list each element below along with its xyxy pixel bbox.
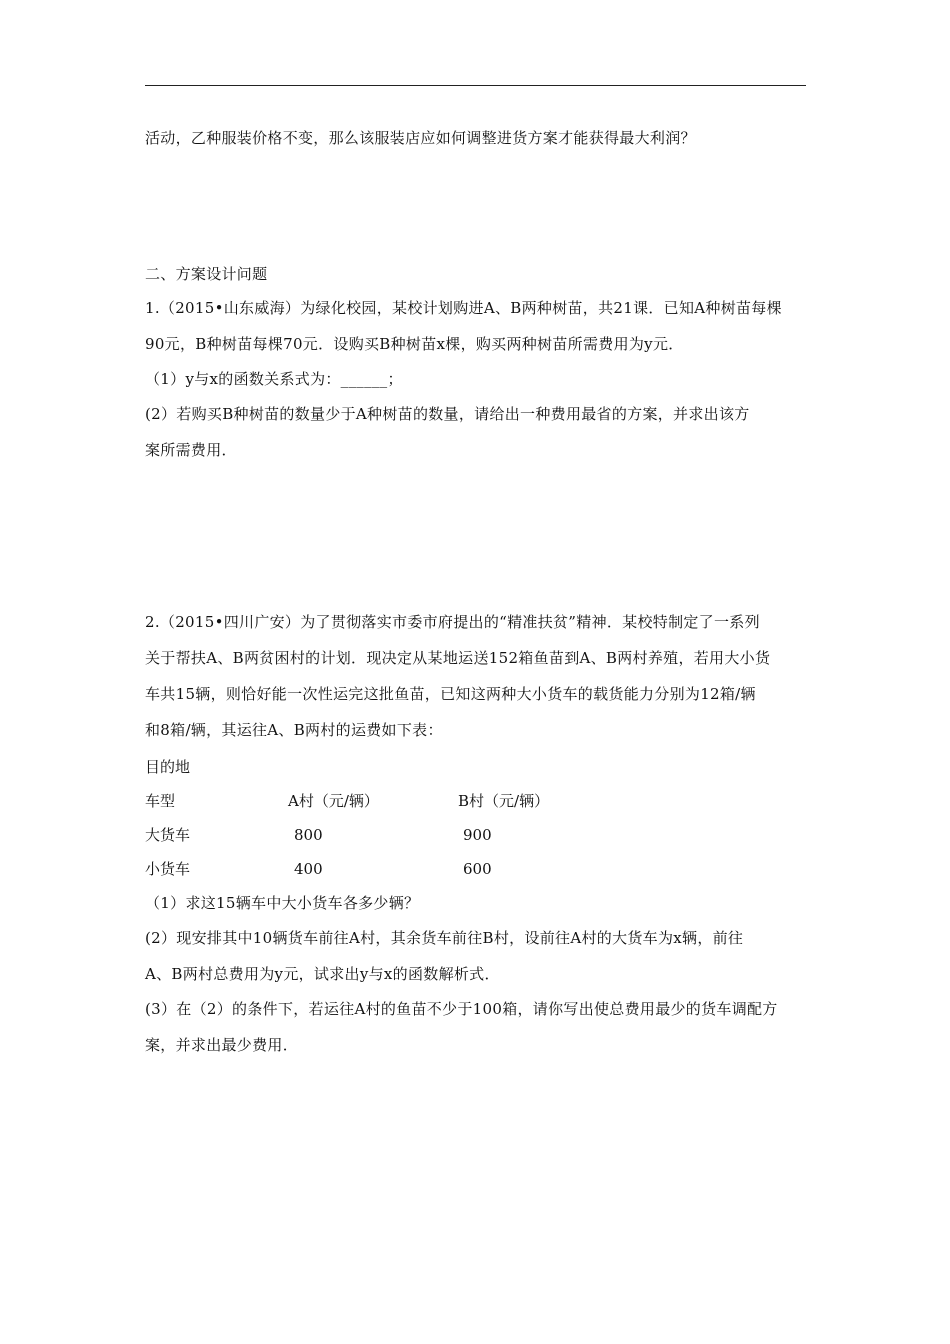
continued-text: 活动，乙种服装价格不变，那么该服装店应如何调整进货方案才能获得最大利润？	[145, 129, 696, 147]
header-rule	[145, 85, 806, 86]
table-corner-destination: 目的地	[145, 758, 191, 776]
q2-part-1: （1）求这15辆车中大小货车各多少辆？	[145, 894, 420, 912]
q1-part-1: （1）y与x的函数关系式为：______；	[145, 370, 403, 388]
q2-line-1: 2.（2015•四川广安）为了贯彻落实市委市府提出的“精准扶贫”精神．某校特制定了一系列	[145, 613, 760, 631]
q2-part-3-line-2: 案，并求出最少费用．	[145, 1036, 299, 1054]
table-row-a: 400	[294, 860, 323, 878]
q2-part-2-line-1: (2）现安排其中10辆货车前往A村，其余货车前往B村，设前往A村的大货车为x辆，前往	[145, 929, 744, 947]
q2-line-2: 关于帮扶A、B两贫困村的计划．现决定从某地运送152箱鱼苗到A、B两村养殖，若用大小货	[145, 649, 771, 667]
table-header-a: A村（元/辆）	[288, 792, 379, 810]
table-header-b: B村（元/辆）	[458, 792, 550, 810]
q2-part-3-line-1: (3）在（2）的条件下，若运往A村的鱼苗不少于100箱，请你写出使总费用最少的货车调配方	[145, 1000, 778, 1018]
table-corner-vehicle: 车型	[145, 792, 176, 810]
section-title: 二、方案设计问题	[145, 265, 268, 283]
table-row-b: 900	[463, 826, 492, 844]
table-row-type: 小货车	[145, 860, 191, 878]
table-row-a: 800	[294, 826, 323, 844]
q2-line-4: 和8箱/辆，其运往A、B两村的运费如下表：	[145, 721, 443, 739]
q1-line-1: 1.（2015•山东威海）为绿化校园，某校计划购进A、B两种树苗，共21课．已知A种树苗每棵	[145, 299, 782, 317]
table-row-type: 大货车	[145, 826, 191, 844]
q1-part-2-line-2: 案所需费用．	[145, 441, 237, 459]
q1-part-2-line-1: (2）若购买B种树苗的数量少于A种树苗的数量，请给出一种费用最省的方案，并求出该方	[145, 405, 750, 423]
table-row-b: 600	[463, 860, 492, 878]
q2-part-2-line-2: A、B两村总费用为y元，试求出y与x的函数解析式．	[145, 965, 500, 983]
q1-line-2: 90元，B种树苗每棵70元．设购买B种树苗x棵，购买两种树苗所需费用为y元．	[145, 335, 684, 353]
q2-line-3: 车共15辆，则恰好能一次性运完这批鱼苗，已知这两种大小货车的载货能力分别为12箱/辆	[145, 685, 756, 703]
